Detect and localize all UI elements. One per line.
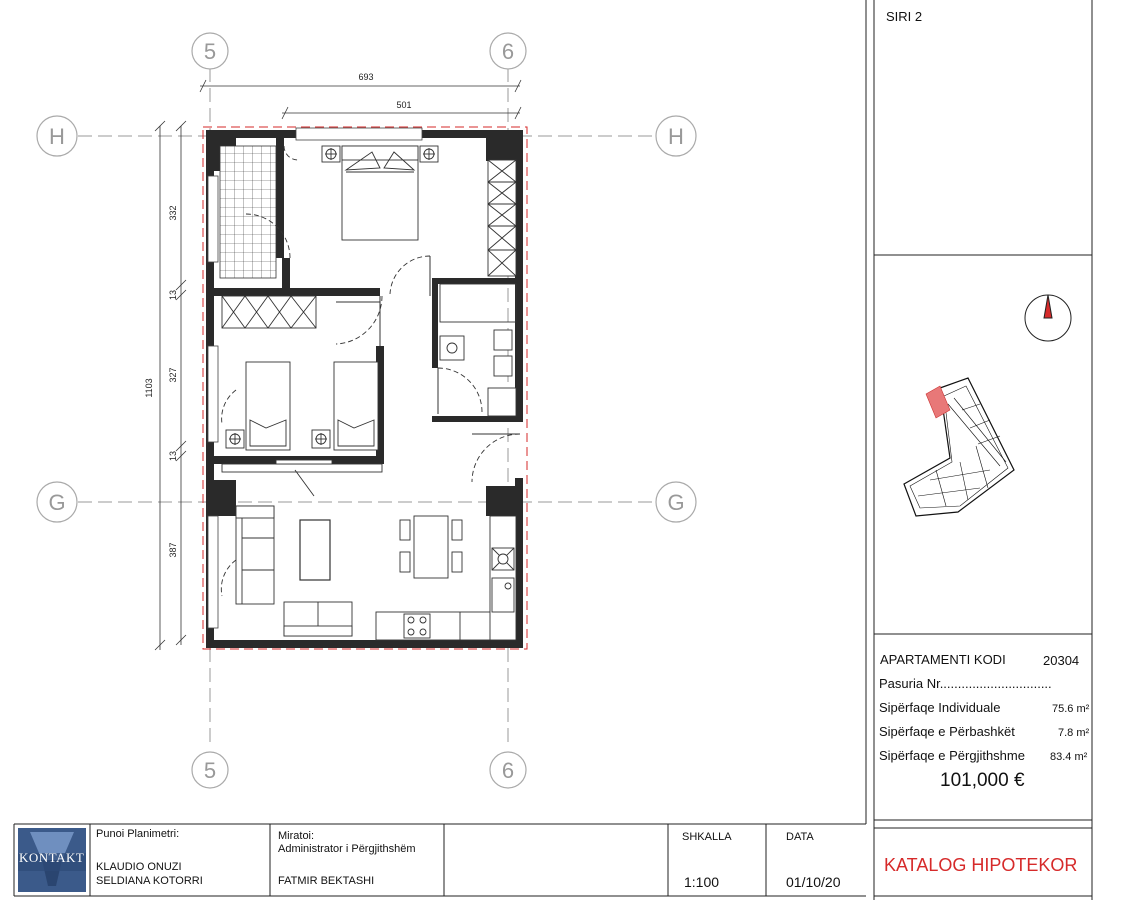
sofa-left <box>236 506 274 604</box>
grid-label-6-top: 6 <box>501 39 515 64</box>
sheet-frame <box>14 0 1092 900</box>
apartment-code-value: 20304 <box>1043 653 1080 668</box>
drawn-by-name-1: KLAUDIO ONUZI <box>96 861 182 873</box>
property-number-label: Pasuria Nr............................... <box>879 676 1052 691</box>
grid-label-g-left: G <box>48 490 66 515</box>
dim-inner-width: 501 <box>396 100 412 110</box>
series-label: SIRI 2 <box>886 9 923 24</box>
apartment-code-label: APARTAMENTI KODI <box>880 652 1006 667</box>
grid-label-5-top: 5 <box>203 39 217 64</box>
grid-label-g-right: G <box>667 490 685 515</box>
date-value: 01/10/20 <box>786 874 841 890</box>
drawn-by-name-2: SELDIANA KOTORRI <box>96 875 203 887</box>
coffee-table <box>300 520 330 580</box>
apartment-price: 101,000 € <box>940 770 1025 791</box>
tv-unit <box>222 460 382 496</box>
dim-total-height: 1103 <box>144 378 154 398</box>
total-area-label: Sipërfaqe e Përgjithshme <box>879 748 1025 763</box>
common-area-value: 7.8 m² <box>1058 727 1090 739</box>
grid-label-5-bottom: 5 <box>203 758 217 783</box>
building-key-plan <box>904 378 1014 516</box>
date-label: DATA <box>786 831 814 843</box>
double-bed <box>342 146 418 240</box>
wardrobe-left <box>222 296 316 328</box>
logo-text: KONTAKT <box>19 850 85 865</box>
north-arrow <box>1025 295 1071 341</box>
dining-table <box>400 516 462 578</box>
catalog-title: KATALOG HIPOTEKOR <box>884 855 1078 875</box>
dim-seg1: 332 <box>168 205 178 221</box>
scale-value: 1:100 <box>684 874 720 890</box>
bathroom-fixtures <box>440 284 516 416</box>
dim-seg2: 13 <box>168 289 178 301</box>
total-area-value: 83.4 m² <box>1050 751 1088 763</box>
shower-tiles <box>220 146 276 278</box>
grid-label-h-right: H <box>668 124 684 149</box>
dim-seg5: 387 <box>168 542 178 558</box>
scale-label: SHKALLA <box>682 831 732 843</box>
grid-label-6-bottom: 6 <box>501 758 515 783</box>
approved-label: Miratoi: <box>278 830 315 842</box>
individual-area-value: 75.6 m² <box>1052 703 1090 715</box>
approved-role: Administrator i Përgjithshëm <box>278 843 416 855</box>
dim-seg3: 327 <box>168 367 178 383</box>
dim-total-width: 693 <box>358 72 374 82</box>
sofa-bottom <box>284 602 352 636</box>
common-area-label: Sipërfaqe e Përbashkët <box>879 724 1015 739</box>
grid-label-h-left: H <box>49 124 65 149</box>
approved-name: FATMIR BEKTASHI <box>278 875 375 887</box>
individual-area-label: Sipërfaqe Individuale <box>879 700 1001 715</box>
dim-seg4: 13 <box>168 450 178 462</box>
wardrobe-right <box>488 160 516 276</box>
drawn-by-label: Punoi Planimetri: <box>96 828 180 840</box>
